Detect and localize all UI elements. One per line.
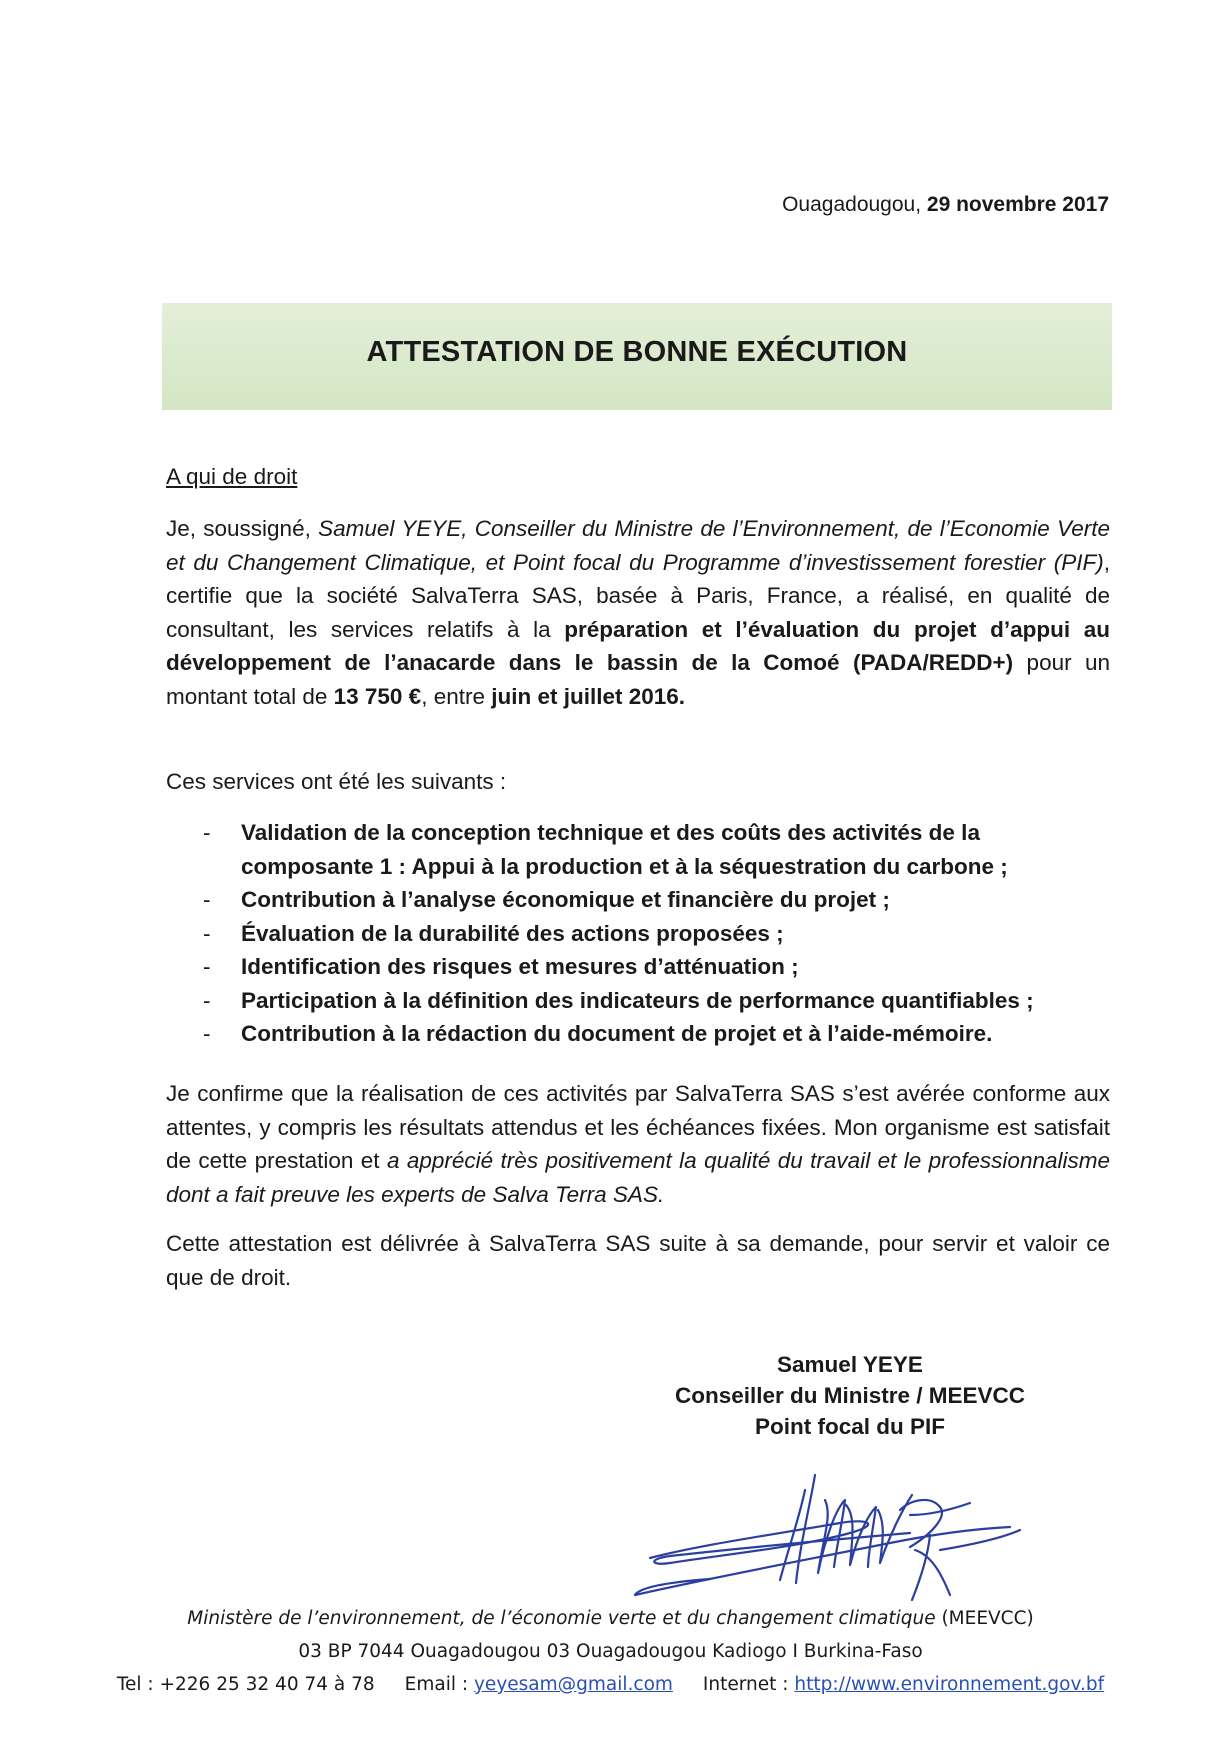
closing-paragraph: Cette attestation est délivrée à SalvaTerra SAS suite à sa demande, pour servir et valoir ce que de droit. xyxy=(166,1231,1110,1290)
list-item xyxy=(166,883,1110,917)
footer-ministry xyxy=(0,1608,1221,1629)
signatory-function: Point focal du PIF xyxy=(755,1414,945,1439)
email-link[interactable]: yeyesam@gmail.com xyxy=(473,1674,673,1695)
service-text: Contribution à la rédaction du document de projet et à l’aide-mémoire. xyxy=(241,1021,993,1046)
footer-contacts xyxy=(0,1674,1221,1695)
ministry-name: Ministère de l’environnement, de l’économie verte et du changement climatique xyxy=(187,1608,936,1629)
services-intro: Ces services ont été les suivants : xyxy=(166,769,507,794)
list-item xyxy=(166,1017,1110,1051)
footer-tel: Tel : +226 25 32 40 74 à 78 xyxy=(116,1674,375,1695)
footer-address: 03 BP 7044 Ouagadougou 03 Ouagadougou Kadiogo I Burkina-Faso xyxy=(298,1641,923,1662)
list-dash: - xyxy=(203,887,211,912)
p1-amount-intro: pour un montant total de xyxy=(166,650,1111,709)
title-band xyxy=(162,303,1112,410)
service-text: Participation à la définition des indicateurs de performance quantifiables ; xyxy=(241,987,1034,1013)
list-item xyxy=(166,950,1110,984)
list-dash: - xyxy=(203,920,211,946)
list-dash: - xyxy=(203,1021,211,1046)
service-text: Contribution à l’analyse économique et financière du projet ; xyxy=(241,887,890,912)
list-item xyxy=(166,816,1110,883)
services-list xyxy=(166,816,1110,1051)
p1-project: préparation et l’évaluation du projet d’appui au développement de l’anacarde dans le bassin de la Comoé (PADA/REDD+) xyxy=(166,616,1110,675)
signatory-block xyxy=(640,1349,1060,1442)
list-dash: - xyxy=(203,820,211,845)
p1-period-intro: , entre xyxy=(421,683,492,709)
p1-body: , certifie que la société SalvaTerra SAS, basée à Paris, France, a réalisé, en qualité de consultant, les services relatifs à la xyxy=(166,549,1110,642)
website-link[interactable]: http://www.environnement.gov.bf xyxy=(794,1674,1105,1695)
service-text: Identification des risques et mesures d’atténuation ; xyxy=(241,954,799,979)
p1-period: juin et juillet 2016. xyxy=(491,683,686,709)
date-city: Ouagadougou, xyxy=(782,193,927,216)
salutation: A qui de droit xyxy=(166,464,298,489)
confirmation-paragraph xyxy=(166,1077,1110,1211)
list-dash: - xyxy=(203,954,211,979)
p4-text: Je confirme que la réalisation de ces activités par SalvaTerra SAS s’est avérée conforme aux attentes, y compris les résultats attendus et les échéances fixées. Mon organisme est satisfait de cette prestation et xyxy=(166,1081,1110,1173)
list-dash: - xyxy=(203,987,211,1013)
email-label: Email : xyxy=(404,1674,474,1695)
document-title: ATTESTATION DE BONNE EXÉCUTION xyxy=(366,336,908,368)
certification-paragraph xyxy=(166,512,1110,713)
list-item xyxy=(166,917,1110,951)
handwritten-signature xyxy=(610,1455,1030,1605)
service-text: Évaluation de la durabilité des actions proposées ; xyxy=(241,920,784,946)
date-line xyxy=(782,193,1109,217)
p1-amount: 13 750 € xyxy=(333,683,422,709)
internet-label: Internet : xyxy=(702,1674,795,1695)
ministry-abbr: (MEEVCC) xyxy=(935,1608,1034,1629)
signatory-role: Conseiller du Ministre / MEEVCC xyxy=(674,1383,1026,1408)
p1-intro: Je, soussigné, xyxy=(166,516,319,541)
p4-italic: a apprécié très positivement la qualité du travail et le professionnalisme dont a fait preuve les experts de Salva Terra SAS. xyxy=(166,1148,1110,1207)
service-text: Validation de la conception technique et des coûts des activités de la composante 1 : Appui à la production et à la séquestration du carbone ; xyxy=(241,820,1008,879)
p1-signatory: Samuel YEYE, Conseiller du Ministre de l’Environnement, de l’Economie Verte et du Changement Climatique, et Point focal du Programme d’investissement forestier (PIF) xyxy=(166,516,1110,575)
date-value: 29 novembre 2017 xyxy=(926,193,1109,216)
signatory-name: Samuel YEYE xyxy=(777,1352,923,1377)
list-item xyxy=(166,984,1110,1018)
